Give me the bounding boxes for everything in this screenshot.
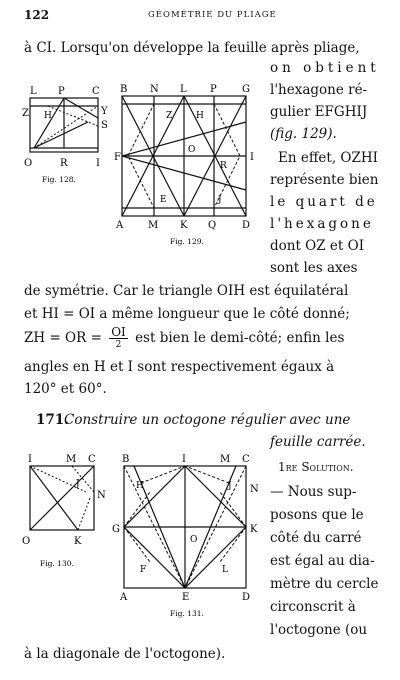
fig-label: C (92, 86, 100, 97)
fig-label: O (22, 536, 31, 547)
fig-label: F (114, 152, 121, 163)
fig-label: L (222, 565, 228, 575)
text-line: à CI. Lorsqu'on développe la feuille après pliage, (24, 40, 360, 56)
page-number: 122 (24, 8, 50, 22)
fig-label: N (150, 84, 159, 95)
text-line: de symétrie. Car le triangle OIH est équilatéral (24, 283, 349, 299)
figure-caption: Fig. 129. (170, 237, 204, 246)
figure-caption: Fig. 130. (40, 559, 74, 568)
fig-label: Z (166, 111, 173, 121)
fig-label: Q (208, 220, 217, 231)
section-title-line: Construire un octogone régulier avec une (64, 412, 351, 428)
text-line: angles en H et I sont respectivement égaux à (24, 359, 335, 375)
running-title: GÉOMÉTRIE DU PLIAGE (148, 10, 277, 20)
text-line: mètre du cercle (270, 576, 379, 592)
figure-129 (108, 82, 258, 252)
text-line: l'hexagone ré- (270, 82, 368, 98)
fig-label: H (196, 111, 204, 121)
fig-label: N (97, 490, 106, 501)
fig-label: Z (22, 108, 29, 119)
fig-label: S (101, 120, 108, 131)
fig-label: I (182, 454, 186, 465)
fig-label: E (160, 195, 167, 205)
fig-label: I (28, 454, 32, 465)
fig-label: G (242, 84, 250, 95)
fig-label: M (220, 454, 231, 465)
fig-label: P (210, 84, 217, 95)
text-line: 120° et 60°. (24, 381, 107, 397)
figure-caption: Fig. 128. (42, 175, 76, 184)
fig-label: H (44, 111, 52, 121)
text-line: on obtient (270, 60, 380, 76)
solution-heading: 1re Solution. (278, 460, 354, 474)
text-line: à la diagonale de l'octogone). (24, 646, 226, 662)
text-line: dont OZ et OI (270, 238, 365, 254)
fig-label: H (136, 481, 144, 491)
fraction-numerator: OI (111, 325, 126, 339)
fig-label: O (190, 535, 198, 545)
text-line: est égal au dia- (270, 553, 375, 569)
fraction-denominator: 2 (115, 340, 122, 350)
fig-label: M (148, 220, 159, 231)
fig-label: Y (101, 106, 108, 117)
fig-label: R (220, 161, 227, 171)
formula-line (24, 326, 344, 351)
fig-label: N (250, 484, 259, 495)
fig-label: J (218, 195, 222, 205)
fig-label: K (180, 220, 188, 231)
fig-label: L (30, 86, 37, 97)
fig-label: R (60, 158, 68, 169)
fig-label: L (180, 84, 187, 95)
text-line: l'octogone (ou (270, 622, 368, 638)
fig-label: D (242, 592, 251, 603)
fig-label: F (140, 565, 147, 575)
fig-label: E (182, 592, 190, 603)
text-line: et HI = OI a même longueur que le côté donné; (24, 306, 350, 322)
fig-label: B (120, 84, 128, 95)
text-line: — Nous sup- (270, 484, 357, 500)
formula-right: est bien le demi-côté; enfin les (135, 330, 345, 346)
text-line: côté du carré (270, 530, 362, 546)
fig-label: B (122, 454, 130, 465)
fig-label: A (116, 220, 124, 231)
figure-caption: Fig. 131. (170, 609, 204, 618)
text-line: posons que le (270, 507, 364, 523)
fig-label: I (96, 158, 100, 169)
text-line: sont les axes (270, 260, 358, 276)
fig-label: C (88, 454, 96, 465)
fig-label: J (228, 481, 232, 491)
text-line: En effet, OZHI (278, 150, 378, 166)
text-line: l'hexagone (270, 216, 374, 232)
fig-label: C (242, 454, 250, 465)
text-line: représente bien (270, 172, 379, 188)
figure-128 (20, 82, 110, 192)
fig-label: O (188, 145, 196, 155)
fig-label: A (120, 592, 128, 603)
formula-left: ZH = OR = (24, 330, 102, 346)
fig-label: K (250, 524, 258, 535)
text-line: le quart de (270, 194, 378, 210)
section-number: 171. (36, 412, 69, 428)
fig-label: D (242, 220, 251, 231)
fig-label: G (112, 524, 120, 535)
section-title-line: feuille carrée. (270, 434, 366, 450)
text-line: circonscrit à (270, 599, 356, 615)
fig-label: K (74, 536, 82, 547)
text-line: (fig. 129). (270, 126, 337, 142)
fig-label: I (250, 152, 254, 163)
fig-label: J (76, 479, 80, 489)
fig-label: O (24, 158, 33, 169)
text-line: gulier EFGHIJ (270, 104, 368, 120)
fig-label: M (66, 454, 77, 465)
figure-130 (20, 452, 106, 572)
fraction (109, 326, 128, 351)
fig-label: P (58, 86, 65, 97)
figure-131 (110, 452, 260, 622)
